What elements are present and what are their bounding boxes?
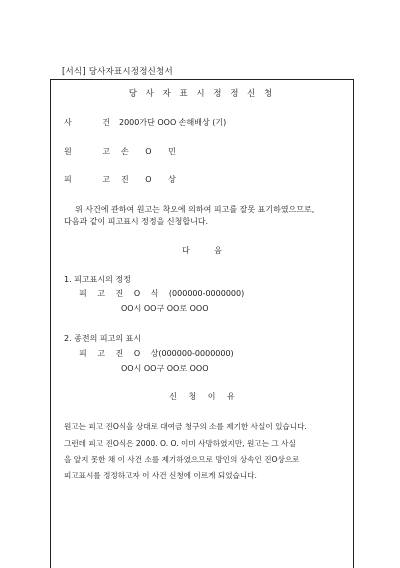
intro-line-2: 다음과 같이 피고표시 정정을 신청합니다. bbox=[64, 217, 209, 226]
plaintiff-value: 손 O 민 bbox=[121, 147, 176, 156]
reason-line-4: 피고표시를 정정하고자 이 사건 신청에 이르게 되었습니다. bbox=[64, 471, 257, 480]
reason-line-1: 원고는 피고 진O식을 상대로 대여금 청구의 소를 제기한 사실이 있습니다. bbox=[64, 422, 307, 431]
reason-heading: 신 청 이 유 bbox=[169, 392, 235, 401]
document-title: 당 사 자 표 시 정 정 신 청 bbox=[128, 89, 276, 99]
item2-heading: 2. 종전의 피고의 표시 bbox=[64, 334, 142, 343]
section-heading: 다 음 bbox=[182, 246, 222, 255]
plaintiff-label: 원 고 bbox=[64, 147, 124, 156]
defendant-label: 피 고 bbox=[64, 175, 124, 184]
form-frame bbox=[50, 79, 354, 568]
item2-line-1: 피 고 진 O 상(000000-0000000) bbox=[79, 349, 234, 358]
case-label: 사 건 bbox=[64, 118, 124, 127]
item1-heading: 1. 피고표시의 정정 bbox=[64, 275, 131, 284]
defendant-value: 진 O 상 bbox=[121, 175, 176, 184]
case-value: 2000가단 OOO 손해배상 (기) bbox=[119, 118, 227, 127]
intro-line-1: 위 사건에 관하여 원고는 착오에 의하여 피고를 잘못 표기하였으므로, bbox=[75, 205, 315, 214]
reason-line-2: 그런데 피고 진O식은 2000. O. O. 이미 사망하였지만, 원고는 그 사실 bbox=[64, 439, 296, 448]
item2-line-2: OO시 OO구 OO로 OOO bbox=[121, 364, 209, 373]
item1-line-1: 피 고 진 O 식 (000000-0000000) bbox=[79, 289, 245, 298]
document-caption: [서식] 당사자표시정정신청서 bbox=[62, 67, 173, 77]
item1-line-2: OO시 OO구 OO로 OOO bbox=[121, 304, 209, 313]
reason-line-3: 을 알지 못한 채 이 사건 소를 제기하였으므로 망인의 상속인 진O상으로 bbox=[64, 455, 300, 464]
